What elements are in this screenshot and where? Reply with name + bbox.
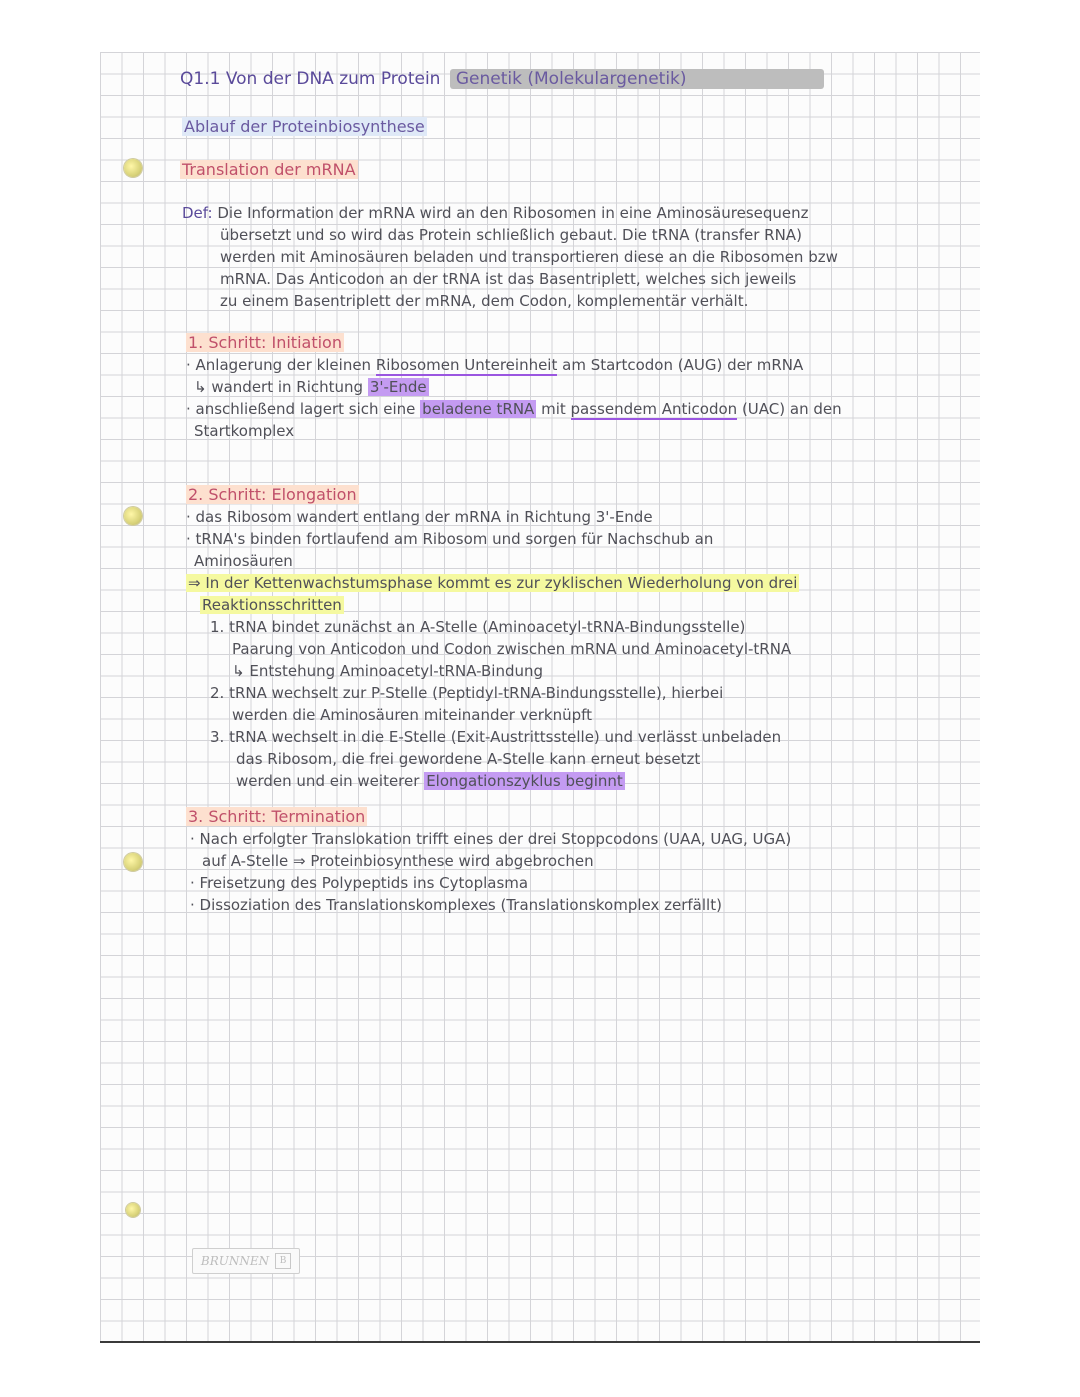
punch-hole — [124, 159, 142, 177]
step1-line: · Anlagerung der kleinen Ribosomen Untereinheit am Startcodon (AUG) der mRNA — [186, 356, 804, 374]
definition-line: zu einem Basentriplett der mRNA, dem Codon, komplementär verhält. — [220, 292, 749, 310]
step3-line: · Dissoziation des Translationskomplexes (Translationskomplex zerfällt) — [190, 896, 722, 914]
brunnen-logo — [192, 1248, 300, 1274]
elongation-substep: 3. tRNA wechselt in die E-Stelle (Exit-Austrittsstelle) und verlässt unbeladen — [210, 728, 782, 746]
elongation-substep: werden die Aminosäuren miteinander verknüpft — [232, 706, 593, 724]
definition-line: werden mit Aminosäuren beladen und transportieren diese an die Ribosomen bzw — [220, 248, 838, 266]
subtitle: Translation der mRNA — [182, 160, 356, 179]
elongation-substep: 2. tRNA wechselt zur P-Stelle (Peptidyl-tRNA-Bindungsstelle), hierbei — [210, 684, 724, 702]
punch-hole — [124, 507, 142, 525]
elongation-substep: 1. tRNA bindet zunächst an A-Stelle (Aminoacetyl-tRNA-Bindungsstelle) — [210, 618, 746, 636]
step2-highlight: ⇒ In der Kettenwachstumsphase kommt es zur zyklischen Wiederholung von drei — [188, 574, 798, 592]
step1-title: 1. Schritt: Initiation — [188, 333, 342, 352]
logo-text: BRUNNEN — [200, 1254, 270, 1268]
step3-line: · Nach erfolgter Translokation trifft eines der drei Stoppcodons (UAA, UAG, UGA) — [190, 830, 792, 848]
step2-title: 2. Schritt: Elongation — [188, 485, 357, 504]
step2-line: · tRNA's binden fortlaufend am Ribosom und sorgen für Nachschub an — [186, 530, 714, 548]
elongation-substep: Paarung von Anticodon und Codon zwischen mRNA und Aminoacetyl-tRNA — [232, 640, 792, 658]
header — [180, 69, 824, 89]
step3-line: auf A-Stelle ⇒ Proteinbiosynthese wird abgebrochen — [202, 852, 594, 870]
punch-hole — [126, 1203, 140, 1217]
definition-label: Def: — [182, 204, 213, 222]
step1-line: · anschließend lagert sich eine beladene tRNA mit passendem Anticodon (UAC) an den — [186, 400, 842, 418]
step3-line: · Freisetzung des Polypeptids ins Cytoplasma — [190, 874, 529, 892]
definition-line: Def: Die Information der mRNA wird an den Ribosomen in eine Aminosäuresequenz — [182, 204, 809, 222]
step2-line: Aminosäuren — [194, 552, 293, 570]
page-title: Q1.1 Von der DNA zum Protein — [180, 69, 441, 89]
step2-highlight: Reaktionsschritten — [202, 596, 342, 614]
definition-line: mRNA. Das Anticodon an der tRNA ist das Basentriplett, welches sich jeweils — [220, 270, 797, 288]
step3-title: 3. Schritt: Termination — [188, 807, 366, 826]
elongation-substep: werden und ein weiterer Elongationszyklus beginnt — [236, 772, 623, 790]
step2-line: · das Ribosom wandert entlang der mRNA in Richtung 3'-Ende — [186, 508, 653, 526]
elongation-substep: das Ribosom, die frei gewordene A-Stelle kann erneut besetzt — [236, 750, 701, 768]
step1-line: Startkomplex — [194, 422, 295, 440]
logo-mark-icon: B — [275, 1253, 291, 1269]
step1-line: ↳ wandert in Richtung 3'-Ende — [194, 378, 427, 396]
section-title: Ablauf der Proteinbiosynthese — [184, 117, 425, 136]
punch-hole — [124, 853, 142, 871]
topic-label: Genetik (Molekulargenetik) — [450, 69, 824, 89]
definition-line: übersetzt und so wird das Protein schließlich gebaut. Die tRNA (transfer RNA) — [220, 226, 802, 244]
elongation-substep: ↳ Entstehung Aminoacetyl-tRNA-Bindung — [232, 662, 544, 680]
